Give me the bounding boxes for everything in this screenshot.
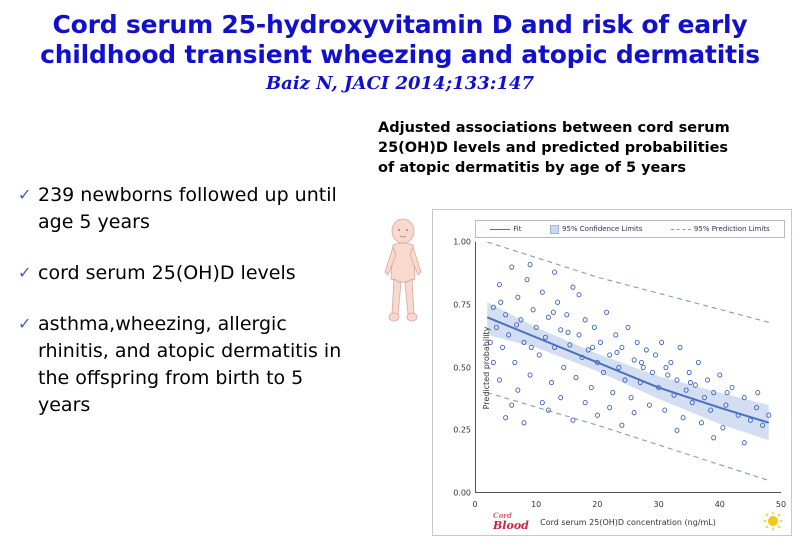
chart-canvas [475,242,781,493]
citation: Baiz N, JACI 2014;133:147 [265,73,535,94]
cord-blood-label-main: Blood [493,519,529,532]
y-tick-label: 0.75 [453,300,471,310]
x-tick-label: 50 [775,500,787,509]
check-icon: ✓ [18,314,32,333]
bullet-text: 239 newborns followed up until age 5 years [38,184,337,233]
check-icon: ✓ [18,185,32,204]
x-tick-label: 40 [714,500,725,509]
y-tick-label: 0.50 [453,363,471,372]
cord-blood-label-top: Cord [493,511,512,520]
baby-illustration-icon [380,217,426,327]
check-icon: ✓ [18,263,32,282]
list-item [18,260,348,287]
sun-icon [763,511,783,531]
y-tick-label: 0.25 [453,425,471,435]
legend-label: 95% Confidence Limits [562,225,643,233]
list-item [18,182,348,236]
x-axis-line [475,492,781,493]
slide-title-line-1: Cord serum 25-hydroxyvitamin D and risk of early [52,10,748,39]
title-block [0,0,800,94]
y-tick-label: 0.00 [453,488,471,498]
x-tick-label: 20 [592,500,603,509]
line-swatch-icon [490,229,510,230]
panel-heading-line-3: of atopic dermatitis by age of 5 years [378,160,686,176]
slide-title-line-2: childhood transient wheezing and atopic dermatitis [40,40,760,69]
list-item [18,311,348,419]
legend-item-fit [490,225,521,233]
legend-item-prediction [671,225,770,233]
x-tick-label: 30 [653,500,664,509]
panel-heading-block [378,118,790,178]
chart-legend [475,220,785,238]
x-axis-label: Cord serum 25(OH)D concentration (ng/mL) [540,518,716,527]
legend-label: Fit [513,225,522,233]
bullet-text: cord serum 25(OH)D levels [38,262,296,284]
x-tick-label: 0 [472,500,478,509]
y-axis-label: Predicted probability [481,326,491,409]
panel-heading-line-1: Adjusted associations between cord serum [378,120,730,136]
legend-item-confidence [550,225,642,234]
bullet-list [18,182,348,443]
band-swatch-icon [550,225,559,234]
y-axis-line [475,242,476,493]
y-tick-label: 1.00 [453,237,471,247]
legend-label: 95% Prediction Limits [693,225,770,233]
bullet-text: asthma,wheezing, allergic rhinitis, and atopic dermatitis in the offspring from birth to 5 years [38,313,342,416]
panel-heading-line-2: 25(OH)D levels and predicted probabilities [378,140,729,156]
dashed-swatch-icon [671,229,691,230]
cord-blood-logo [493,511,529,531]
chart-area [378,195,790,535]
x-tick-label: 10 [531,500,542,509]
chart-figure [432,209,792,536]
